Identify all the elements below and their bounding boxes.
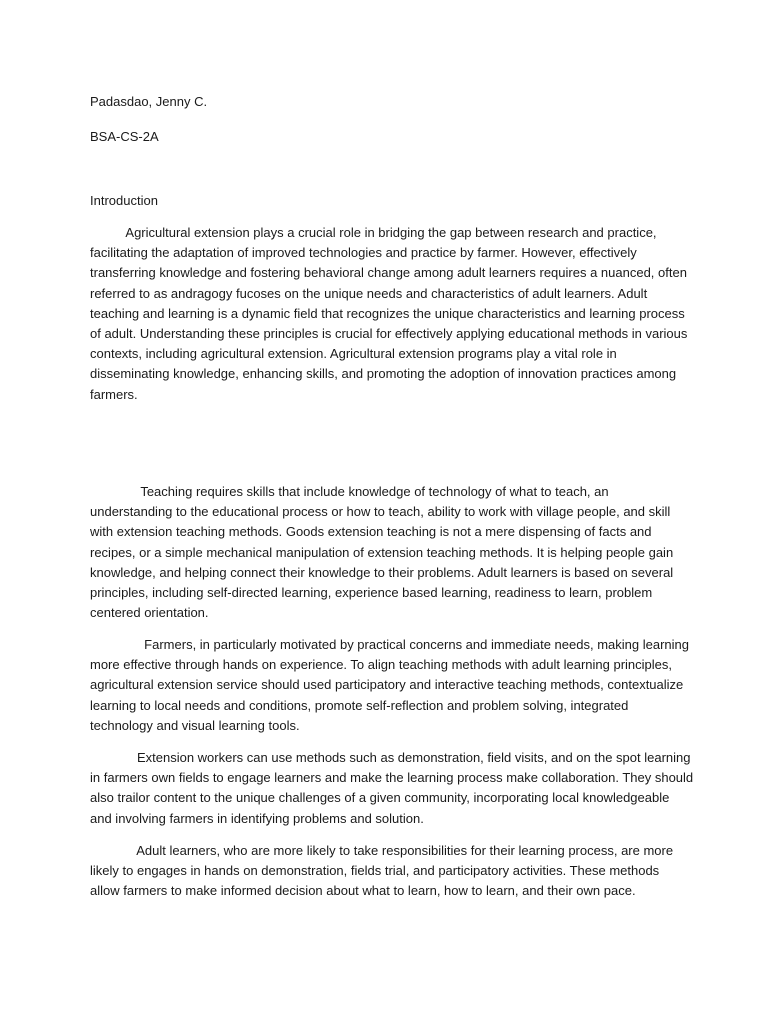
paragraph-line: also trailor content to the unique challenges of a given community, incorporating local knowledgeable (90, 790, 670, 806)
paragraph-line: understanding to the educational process or how to teach, ability to work with village people, and skill (90, 504, 671, 520)
paragraph-line: allow farmers to make informed decision about what to learn, how to learn, and their own pace. (90, 883, 636, 899)
paragraph-line: Adult learners, who are more likely to take responsibilities for their learning process, are more (90, 843, 674, 858)
paragraph-line: disseminating knowledge, enhancing skills, and promoting the adoption of innovation practices among (90, 366, 677, 382)
paragraph-line: knowledge, and helping connect their knowledge to their problems. Adult learners is based on several (90, 564, 674, 580)
paragraph-line: principles, including self-directed learning, experience based learning, readiness to learn, problem (90, 584, 653, 600)
paragraph-line: and involving farmers in identifying problems and solution. (90, 810, 424, 826)
paragraph-line: farmers. (90, 386, 138, 402)
paragraph-2 (90, 482, 680, 623)
paragraph-line: teaching and learning is a dynamic field that recognizes the unique characteristics and learning process (90, 305, 685, 321)
paragraph-line: likely to engages in hands on demonstration, fields trial, and participatory activities. These methods (90, 863, 660, 879)
paragraph-line: more effective through hands on experience. To align teaching methods with adult learning principles, (90, 657, 672, 673)
paragraph-line: Agricultural extension plays a crucial role in bridging the gap between research and practice, (90, 225, 657, 240)
paragraph-line: recipes, or a simple mechanical manipulation of extension teaching methods. It is helping people gain (90, 544, 674, 560)
paragraph-4 (90, 748, 694, 829)
paragraph-1 (90, 223, 688, 405)
paragraph-5 (90, 841, 680, 902)
paragraph-line: with extension teaching methods. Goods extension teaching is not a mere dispensing of facts and (90, 524, 652, 540)
paragraph-line: referred to as andragogy fucoses on the unique needs and characteristics of adult learners. Adult (90, 285, 648, 301)
paragraph-line: agricultural extension service should used participatory and interactive teaching methods, contextualize (90, 677, 684, 693)
paragraph-line: Teaching requires skills that include knowledge of technology of what to teach, an (90, 484, 609, 499)
paragraph-line: of adult. Understanding these principles is crucial for effectively applying educational methods in various (90, 325, 688, 341)
paragraph-line: in farmers own fields to engage learners and make the learning process make collaboration. They should (90, 770, 694, 786)
paragraph-line: facilitating the adaptation of improved technologies and practice by farmer. However, effectively (90, 245, 637, 261)
paragraph-line: centered orientation. (90, 605, 209, 621)
author-name: Padasdao, Jenny C. (90, 94, 208, 109)
section-heading: Introduction (90, 193, 158, 208)
paragraph-line: learning to local needs and conditions, promote self-reflection and problem solving, integrated (90, 697, 629, 713)
paragraph-3 (90, 635, 689, 736)
paragraph-line: Extension workers can use methods such as demonstration, field visits, and on the spot learning (90, 750, 691, 765)
paragraph-line: technology and visual learning tools. (90, 717, 300, 733)
paragraph-line: transferring knowledge and fostering behavioral change among adult learners requires a nuanced, often (90, 265, 687, 281)
paragraph-line: Farmers, in particularly motivated by practical concerns and immediate needs, making learning (90, 637, 689, 652)
class-section: BSA-CS-2A (90, 129, 159, 144)
paragraph-line: contexts, including agricultural extension. Agricultural extension programs play a vital role in (90, 346, 617, 362)
